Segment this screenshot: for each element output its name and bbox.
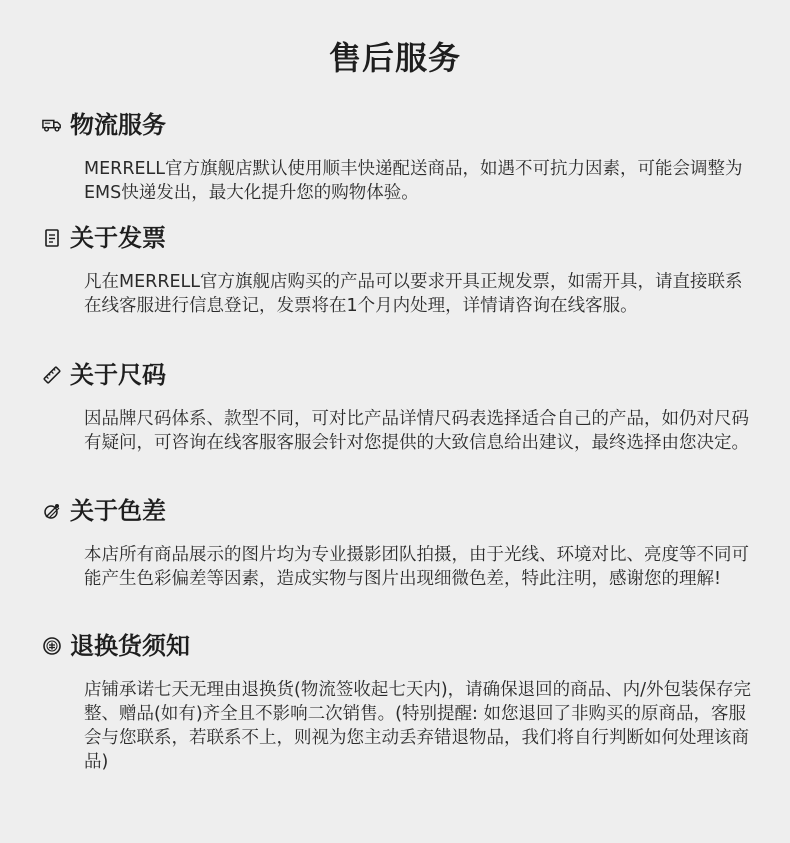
invoice-icon: [42, 228, 62, 248]
section-color-difference: [42, 493, 762, 591]
section-header: [42, 107, 762, 143]
section-title: 关于尺码: [70, 361, 166, 389]
section-header: [42, 220, 762, 256]
section-body: MERRELL官方旗舰店默认使用顺丰快递配送商品，如遇不可抗力因素，可能会调整为EMS快递发出，最大化提升您的购物体验。: [84, 159, 743, 203]
section-title: 物流服务: [70, 111, 166, 139]
color-difference-icon: [42, 501, 62, 521]
return-exchange-icon: [42, 636, 62, 656]
section-returns: [42, 628, 762, 774]
delivery-truck-icon: [42, 115, 62, 135]
section-body: 凡在MERRELL官方旗舰店购买的产品可以要求开具正规发票，如需开具，请直接联系在线客服进行信息登记，发票将在1个月内处理，详情请咨询在线客服。: [84, 272, 743, 316]
section-title: 关于发票: [70, 224, 166, 252]
section-body: 店铺承诺七天无理由退换货(物流签收起七天内)，请确保退回的商品、内/外包装保存完整、赠品(如有)齐全且不影响二次销售。(特别提醒: 如您退回了非购买的原商品，客服会与您联系，若联系不上，则视为您主动丢弃错退物品，我们将自行判断如何处理该商品): [84, 680, 752, 772]
section-logistics: [42, 107, 762, 205]
section-invoice: [42, 220, 762, 318]
section-title: 关于色差: [70, 497, 166, 525]
section-body: 因品牌尺码体系、款型不同，可对比产品详情尺码表选择适合自己的产品，如仍对尺码有疑问，可咨询在线客服客服会针对您提供的大致信息给出建议，最终选择由您决定。: [84, 409, 749, 453]
ruler-icon: [42, 365, 62, 385]
section-size: [42, 357, 762, 455]
section-header: [42, 357, 762, 393]
section-title: 退换货须知: [70, 632, 190, 660]
section-header: [42, 628, 762, 664]
section-body: 本店所有商品展示的图片均为专业摄影团队拍摄，由于光线、环境对比、亮度等不同可能产生色彩偏差等因素，造成实物与图片出现细微色差，特此注明，感谢您的理解!: [84, 545, 749, 589]
page-title: 售后服务: [328, 39, 461, 77]
section-header: [42, 493, 762, 529]
